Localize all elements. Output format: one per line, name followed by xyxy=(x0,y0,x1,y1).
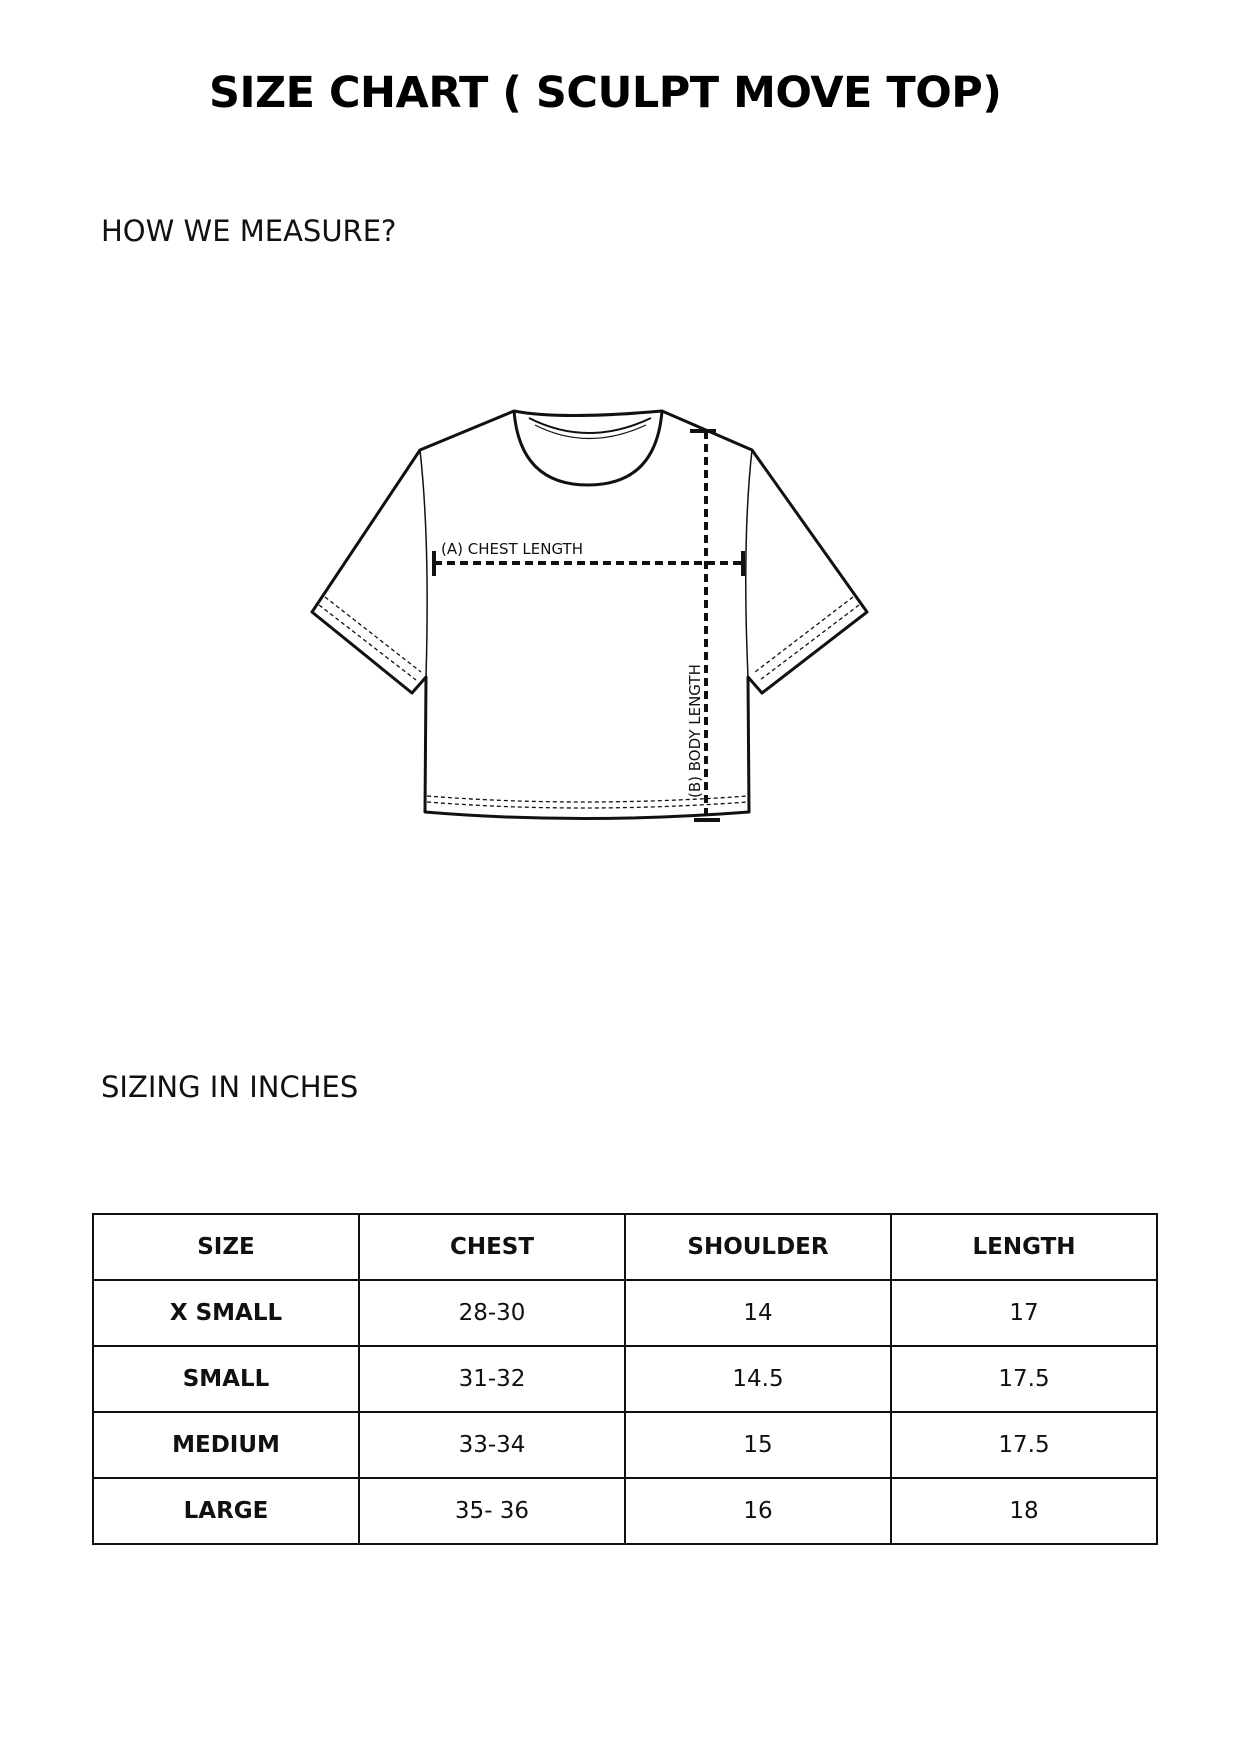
length-cell: 18 xyxy=(891,1478,1157,1544)
table-row xyxy=(93,1412,1157,1478)
length-cell: 17.5 xyxy=(891,1412,1157,1478)
size-cell: LARGE xyxy=(93,1478,359,1544)
chest-length-label: (A) CHEST LENGTH xyxy=(441,540,584,558)
header-chest: CHEST xyxy=(359,1214,625,1280)
size-cell: X SMALL xyxy=(93,1280,359,1346)
tshirt-illustration xyxy=(300,400,890,840)
header-shoulder: SHOULDER xyxy=(625,1214,891,1280)
sizing-in-inches-heading: SIZING IN INCHES xyxy=(101,1070,359,1104)
size-cell: SMALL xyxy=(93,1346,359,1412)
table-row xyxy=(93,1280,1157,1346)
page-title: SIZE CHART ( SCULPT MOVE TOP) xyxy=(209,68,1002,118)
length-cell: 17 xyxy=(891,1280,1157,1346)
header-size: SIZE xyxy=(93,1214,359,1280)
chest-cell: 28-30 xyxy=(359,1280,625,1346)
chest-cell: 31-32 xyxy=(359,1346,625,1412)
shoulder-cell: 16 xyxy=(625,1478,891,1544)
chest-cell: 35- 36 xyxy=(359,1478,625,1544)
table-header-row xyxy=(93,1214,1157,1280)
tshirt-measurement-diagram xyxy=(300,400,890,840)
length-cell: 17.5 xyxy=(891,1346,1157,1412)
size-cell: MEDIUM xyxy=(93,1412,359,1478)
tshirt-outline xyxy=(312,411,867,819)
chest-cell: 33-34 xyxy=(359,1412,625,1478)
table-row xyxy=(93,1346,1157,1412)
size-chart-table xyxy=(92,1213,1158,1545)
body-length-label: (B) BODY LENGTH xyxy=(686,664,704,798)
shoulder-cell: 14.5 xyxy=(625,1346,891,1412)
header-length: LENGTH xyxy=(891,1214,1157,1280)
how-we-measure-heading: HOW WE MEASURE? xyxy=(101,214,397,248)
shoulder-cell: 14 xyxy=(625,1280,891,1346)
shoulder-cell: 15 xyxy=(625,1412,891,1478)
table-row xyxy=(93,1478,1157,1544)
